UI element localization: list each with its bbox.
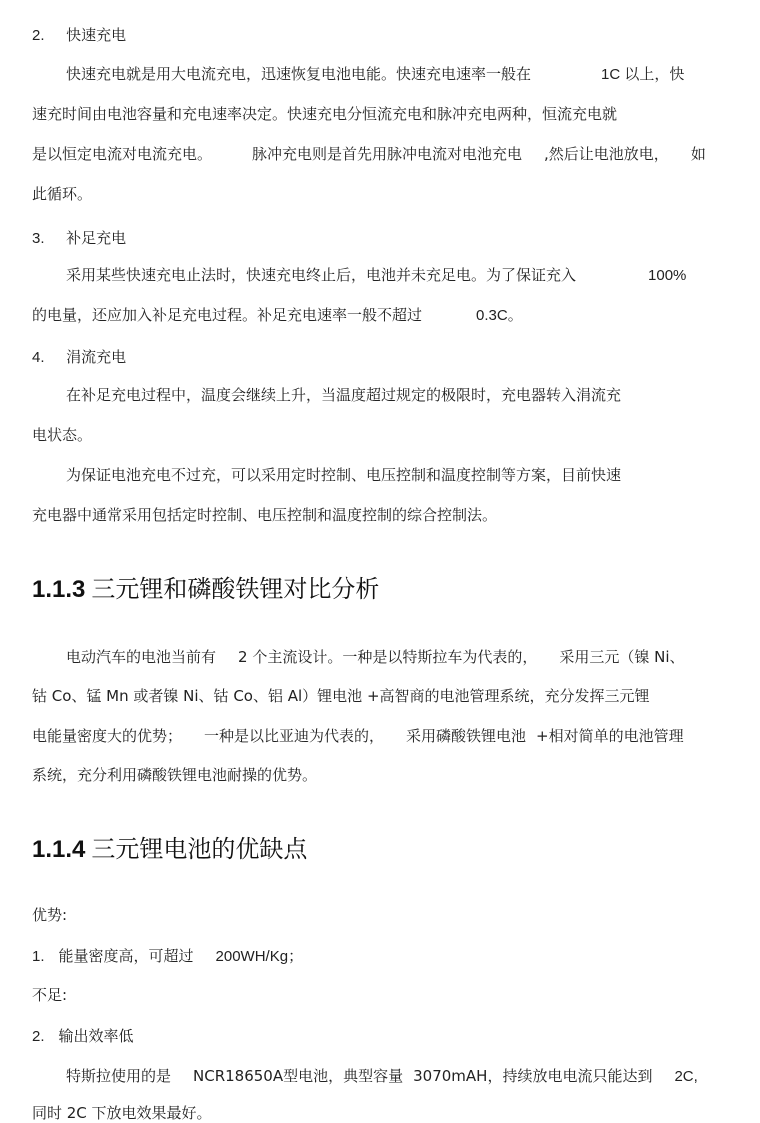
text-fragment: 100% (648, 267, 687, 284)
section-2-number: 2. (32, 27, 45, 44)
section-4-number: 4. (32, 349, 45, 366)
heading-1-1-4 (32, 834, 307, 865)
text-fragment: 采用某些快速充电止法时，快速充电终止后，电池并未充足电。为了保证充入 (66, 266, 577, 284)
section-4-line-4: 充电器中通常采用包括定时控制、电压控制和温度控制的综合控制法。 (32, 506, 498, 524)
section-2-title: 快速充电 (66, 26, 127, 44)
cons-line-2: 同时 2C 下放电效果最好。 (32, 1104, 212, 1122)
text-fragment: 特斯拉使用的是 (66, 1067, 172, 1085)
section-2-line-2: 速充时间由电池容量和充电速率决定。快速充电分恒流充电和脉冲充电两种，恒流充电就 (32, 105, 618, 123)
text-fragment: NCR18650A型电池，典型容量 (193, 1067, 404, 1085)
heading-number: 1.1.3 (32, 576, 86, 603)
pros-label: 优势: (32, 906, 68, 924)
text-fragment: 200WH/Kg； (215, 948, 304, 965)
para-1-1-3-line-1 (66, 647, 685, 667)
text-fragment: 3070mAH，持续放电电流只能达到 (413, 1067, 653, 1085)
section-3-line-2 (32, 305, 523, 326)
cons-line-1 (66, 1066, 698, 1087)
section-3-number: 3. (32, 230, 45, 247)
section-4-line-3: 为保证电池充电不过充，可以采用定时控制、电压控制和温度控制等方案，目前快速 (66, 466, 622, 484)
text-fragment: 采用三元（镍 Ni、 (559, 648, 685, 666)
section-2-line-3 (32, 144, 706, 164)
section-4-title: 涓流充电 (66, 348, 127, 366)
text-fragment: 脉冲充电则是首先用脉冲电流对电池充电 (252, 145, 523, 163)
section-4-line-1: 在补足充电过程中，温度会继续上升，当温度超过规定的极限时，充电器转入涓流充 (66, 386, 622, 404)
para-1-1-3-line-3 (32, 726, 684, 746)
text-fragment: +相对简单的电池管理 (536, 727, 684, 745)
heading-title: 三元锂和磷酸铁锂对比分析 (91, 575, 380, 603)
text-fragment: 输出效率低 (58, 1027, 134, 1045)
para-1-1-3-line-2: 钴 Co、锰 Mn 或者镍 Ni、钴 Co、铝 Al）锂电池 +高智商的电池管理系统，充分发挥三元锂 (32, 687, 650, 705)
para-1-1-3-line-4: 系统，充分利用磷酸铁锂电池耐操的优势。 (32, 766, 318, 784)
section-4-line-2: 电状态。 (32, 426, 93, 444)
text-fragment: 2 个主流设计。一种是以特斯拉车为代表的， (238, 648, 538, 666)
list-number: 1. (32, 948, 45, 965)
section-3-title: 补足充电 (66, 229, 127, 247)
section-3-header (32, 228, 126, 249)
text-fragment: 一种是以比亚迪为代表的， (204, 727, 385, 745)
list-number: 2. (32, 1028, 45, 1045)
text-fragment: 电能量密度大的优势； (32, 727, 183, 745)
text-fragment: 采用磷酸铁锂电池 (406, 727, 527, 745)
heading-1-1-3 (32, 574, 379, 605)
cons-label: 不足: (32, 986, 68, 1004)
text-fragment: 0.3C。 (476, 307, 523, 324)
section-4-header (32, 347, 126, 368)
text-fragment: 如 (690, 145, 706, 163)
heading-number: 1.1.4 (32, 836, 86, 863)
text-fragment: 是以恒定电流对电流充电。 (32, 145, 213, 163)
text-fragment: 电动汽车的电池当前有 (66, 648, 217, 666)
cons-item-2 (32, 1026, 134, 1047)
section-2-line-1 (66, 64, 684, 85)
section-2-header (32, 25, 126, 46)
text-fragment: 2C, (674, 1068, 698, 1085)
pros-item-1 (32, 946, 303, 967)
text-fragment: 快速充电就是用大电流充电，迅速恢复电池电能。快速充电速率一般在 (66, 65, 532, 83)
text-fragment: 的电量，还应加入补足充电过程。补足充电速率一般不超过 (32, 306, 423, 324)
section-2-line-4: 此循环。 (32, 185, 93, 203)
section-3-line-1 (66, 265, 686, 286)
text-fragment: 能量密度高，可超过 (58, 947, 194, 965)
text-fragment: ,然后让电池放电， (544, 145, 669, 163)
heading-title: 三元锂电池的优缺点 (91, 835, 308, 863)
text-fragment: 1C 以上，快 (601, 66, 685, 83)
